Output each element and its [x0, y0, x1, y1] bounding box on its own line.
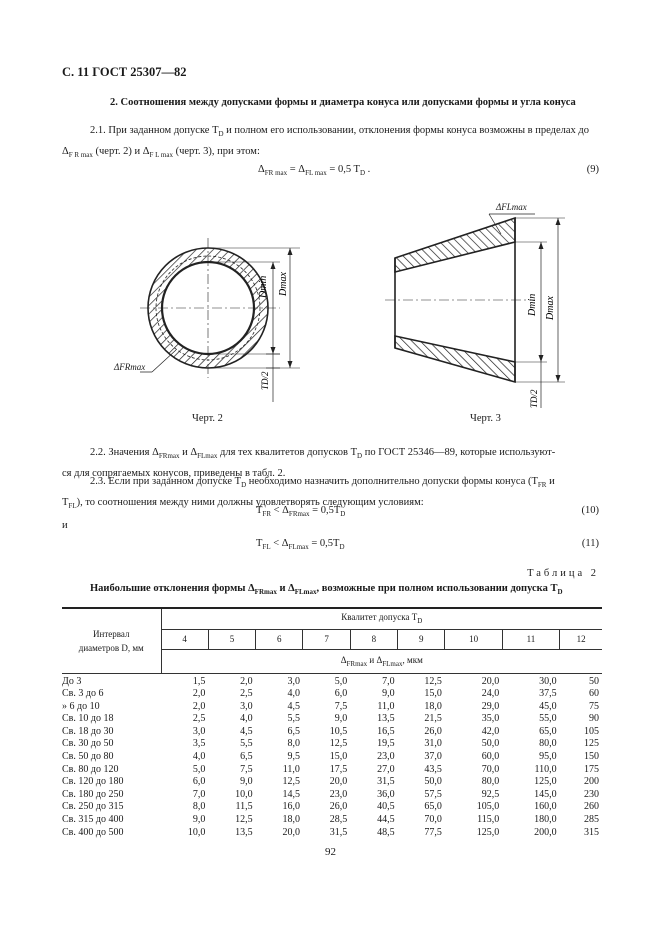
table-cell: 110,0 [534, 763, 557, 775]
table-cell: 36,0 [377, 788, 395, 800]
table-cell: 28,5 [329, 814, 348, 826]
table-cell: 7,5 [240, 763, 253, 775]
table-cell: 2,0 [192, 700, 206, 712]
table-cell: 42,0 [481, 725, 500, 737]
table-cell: 31,0 [424, 738, 442, 750]
fig2-td2-label: TD/2 [260, 371, 270, 390]
table-row [62, 814, 602, 827]
table-cell: 18,0 [282, 814, 300, 826]
grade-header-11: 11 [502, 629, 559, 649]
table-cell: 260 [584, 801, 599, 813]
table-cell: 8,0 [287, 738, 300, 750]
table-cell: 14,5 [282, 788, 300, 800]
table-row [62, 776, 602, 789]
table-cell: 30,0 [539, 675, 557, 687]
table-cell: 150 [584, 751, 599, 763]
table-cell: 200 [584, 776, 599, 788]
table-cell: 48,5 [377, 826, 395, 838]
table-cell: 37,5 [539, 688, 557, 700]
table-row [62, 764, 602, 777]
table-row [62, 726, 602, 739]
table-cell: 15,0 [424, 688, 442, 700]
equation-10-number: (10) [581, 505, 599, 516]
table-row [62, 827, 602, 840]
table-row [62, 789, 602, 802]
grade-header-4: 4 [161, 629, 208, 649]
table-cell: 4,5 [287, 700, 300, 712]
table-cell: 125,0 [476, 826, 500, 838]
grade-header-12: 12 [560, 629, 602, 649]
table-cell: 29,0 [481, 700, 500, 712]
table-cell: 24,0 [481, 688, 500, 700]
fig3-td2-label: TD/2 [529, 389, 539, 408]
fig3-dmax-label: Dmax [545, 296, 556, 320]
table-cell: 115,0 [477, 814, 500, 826]
table-cell: 75 [589, 700, 599, 712]
table-cell: 65,0 [539, 725, 557, 737]
grade-header-5: 5 [208, 629, 255, 649]
table-cell: 145,0 [534, 788, 557, 800]
grade-header-9: 9 [398, 629, 445, 649]
table-cell: 105,0 [476, 801, 500, 813]
fig3-dmin-label: Dmin [527, 293, 538, 316]
row-label: До 3 [62, 675, 82, 687]
equation-11: $T_{FL} < \Delta_{FLmax} = 0,5T_D$ [256, 538, 345, 552]
table-cell: 2,5 [240, 688, 253, 700]
table-cell: 57,5 [424, 788, 442, 800]
table-cell: 4,0 [240, 713, 253, 725]
row-label: Св. 3 до 6 [62, 688, 104, 700]
table-row [62, 713, 602, 726]
row-label: Св. 80 до 120 [62, 763, 119, 775]
fig2-dfr-label: ΔFRmax [114, 362, 146, 372]
figure-2-ring [140, 212, 320, 412]
table-cell: 43,5 [424, 763, 442, 775]
table-cell: 315 [584, 826, 599, 838]
table-cell: 77,5 [424, 826, 442, 838]
table-cell: 26,0 [424, 725, 442, 737]
table-cell: 5,5 [240, 738, 253, 750]
table-cell: 7,0 [382, 675, 395, 687]
row-label: Св. 30 до 50 [62, 738, 114, 750]
grade-header-6: 6 [256, 629, 303, 649]
table-cell: 23,0 [329, 788, 348, 800]
row-label: Св. 400 до 500 [62, 826, 124, 838]
table-cell: 160,0 [534, 801, 557, 813]
table-cell: 3,5 [192, 738, 206, 750]
row-label: Св. 18 до 30 [62, 725, 114, 737]
table-cell: 6,0 [334, 688, 348, 700]
row-label: Св. 10 до 18 [62, 713, 114, 725]
table-cell: 5,5 [287, 713, 300, 725]
fig2-dmax-label: Dmax [278, 272, 289, 296]
table-cell: 12,5 [329, 738, 348, 750]
table-row [62, 701, 602, 714]
table-label: Таблица 2 [527, 568, 599, 579]
table-cell: 60 [589, 688, 599, 700]
table-cell: 12,5 [424, 675, 442, 687]
row-label: » 6 до 10 [62, 700, 100, 712]
table-cell: 37,0 [424, 751, 442, 763]
table-cell: 10,0 [235, 788, 253, 800]
table-cell: 11,0 [282, 763, 300, 775]
table-cell: 285 [584, 814, 599, 826]
table-cell: 7,5 [334, 700, 348, 712]
table-cell: 50,0 [424, 776, 442, 788]
table-cell: 65,0 [424, 801, 442, 813]
table-cell: 70,0 [481, 763, 500, 775]
figure-3-caption: Черт. 3 [470, 413, 501, 424]
table-cell: 20,0 [329, 776, 348, 788]
table-cell: 55,0 [539, 713, 557, 725]
table-cell: 40,5 [377, 801, 395, 813]
table-cell: 11,0 [377, 700, 395, 712]
table-cell: 9,0 [192, 814, 206, 826]
table-cell: 17,5 [329, 763, 348, 775]
table-cell: 27,0 [377, 763, 395, 775]
table-cell: 175 [584, 763, 599, 775]
page-header: С. 11 ГОСТ 25307—82 [62, 65, 187, 79]
table-cell: 2,0 [240, 675, 253, 687]
table-cell: 4,0 [287, 688, 300, 700]
grade-header-8: 8 [350, 629, 397, 649]
table-cell: 18,0 [424, 700, 442, 712]
table-cell: 11,5 [235, 801, 253, 813]
table-row [62, 673, 602, 688]
table-cell: 6,0 [192, 776, 206, 788]
figure-2-caption: Черт. 2 [192, 413, 223, 424]
table-2 [62, 607, 602, 839]
figure-3-cone [385, 196, 585, 411]
table-cell: 6,5 [287, 725, 300, 737]
table-cell: 20,0 [282, 826, 300, 838]
table-cell: 12,5 [282, 776, 300, 788]
table-cell: 60,0 [481, 751, 500, 763]
row-label: Св. 180 до 250 [62, 788, 124, 800]
and-word: и [62, 520, 68, 531]
row-label: Св. 50 до 80 [62, 751, 114, 763]
table-cell: 230 [584, 788, 599, 800]
table-cell: 125,0 [534, 776, 557, 788]
equation-10: $T_{FR} < \Delta_{FRmax} = 0,5T_D$ [256, 505, 346, 519]
table-cell: 16,0 [282, 801, 300, 813]
table-cell: 80,0 [539, 738, 557, 750]
table-cell: 13,5 [377, 713, 395, 725]
table-cell: 50,0 [481, 738, 500, 750]
table-cell: 9,0 [382, 688, 395, 700]
paragraph-2-1: 2.1. При заданном допуске $T_D$ и полном его использовании, отклонения формы конуса возможны в пределах до $\Delta_{F R max}$ (черт. 2) и $\Delta_{F L max}$ (черт. 3), при этом: [62, 125, 590, 160]
table-cell: 200,0 [534, 826, 557, 838]
table-cell: 6,5 [240, 751, 253, 763]
fig3-dfl-label: ΔFLmax [496, 202, 527, 212]
table-cell: 92,5 [481, 788, 500, 800]
table-cell: 26,0 [329, 801, 348, 813]
table-cell: 31,5 [377, 776, 395, 788]
table-cell: 3,0 [287, 675, 300, 687]
table-cell: 10,5 [329, 725, 348, 737]
table-cell: 180,0 [534, 814, 557, 826]
grade-header-10: 10 [445, 629, 502, 649]
equation-9-number: (9) [586, 164, 599, 175]
table-cell: 8,0 [192, 801, 206, 813]
table-cell: 35,0 [481, 713, 500, 725]
table-cell: 95,0 [539, 751, 557, 763]
table-cell: 13,5 [235, 826, 253, 838]
table-cell: 1,5 [192, 675, 206, 687]
table-cell: 10,0 [187, 826, 206, 838]
table-cell: 2,5 [192, 713, 206, 725]
table-title: Наибольшие отклонения формы $\Delta_{FRmax}$ и $\Delta_{FLmax}$, возможные при полном использовании допуска $T_D$ [90, 583, 563, 597]
equation-9: $\Delta_{FR max} = \Delta_{FL max} = 0,5$ $T_D$ . [258, 164, 371, 178]
table-cell: 70,0 [424, 814, 442, 826]
fig2-dmin-label: Dmin [258, 275, 269, 298]
table-row [62, 738, 602, 751]
equation-11-number: (11) [581, 538, 599, 549]
table-cell: 3,0 [240, 700, 253, 712]
table-cell: 3,0 [192, 725, 206, 737]
table-cell: 105 [584, 725, 599, 737]
table-row [62, 751, 602, 764]
table-cell: 44,5 [377, 814, 395, 826]
table-cell: 9,0 [334, 713, 348, 725]
table-cell: 31,5 [329, 826, 348, 838]
row-label: Св. 315 до 400 [62, 814, 124, 826]
table-cell: 21,5 [424, 713, 442, 725]
table-cell: 90 [589, 713, 599, 725]
table-cell: 45,0 [539, 700, 557, 712]
header-unit: $\Delta_{FRmax}$ и $\Delta_{FLmax}$, мкм [161, 649, 602, 673]
section-title: 2. Соотношения между допусками формы и диаметра конуса или допусками формы и угла конуса [110, 97, 576, 108]
page-number: 92 [325, 846, 336, 858]
table-cell: 19,5 [377, 738, 395, 750]
table-cell: 4,5 [240, 725, 253, 737]
grade-header-7: 7 [303, 629, 350, 649]
table-cell: 12,5 [235, 814, 253, 826]
table-cell: 125 [584, 738, 599, 750]
row-label: Св. 250 до 315 [62, 801, 124, 813]
table-cell: 2,0 [192, 688, 206, 700]
paragraph-2-2: 2.2. Значения $\Delta_{FRmax}$ и $\Delta_{FLmax}$ для тех квалитетов допусков $T_D$ по ГОСТ 25346—89, которые используют- ся для сопрягаемых конусов, приведены в табл. 2. [62, 447, 556, 480]
header-diameter-interval: Интервал диаметров D, мм [62, 608, 161, 673]
table-cell: 5,0 [334, 675, 348, 687]
table-cell: 9,0 [240, 776, 253, 788]
table-row [62, 801, 602, 814]
table-cell: 9,5 [287, 751, 300, 763]
table-row [62, 688, 602, 701]
table-cell: 20,0 [481, 675, 500, 687]
table-cell: 7,0 [192, 788, 206, 800]
table-cell: 50 [589, 675, 599, 687]
table-cell: 5,0 [192, 763, 206, 775]
table-cell: 15,0 [329, 751, 348, 763]
table-cell: 23,0 [377, 751, 395, 763]
table-cell: 16,5 [377, 725, 395, 737]
header-quality-grade: Квалитет допуска $T_D$ [161, 608, 602, 629]
table-cell: 4,0 [192, 751, 206, 763]
table-cell: 80,0 [481, 776, 500, 788]
paragraph-2-3: 2.3. Если при заданном допуске $T_D$ необходимо назначить дополнительно допуски формы конуса ($T_{FR}$ и $T_{FL}$), то соотношения между ними должны удовлетворять следующим условиям: [62, 476, 555, 511]
row-label: Св. 120 до 180 [62, 776, 124, 788]
